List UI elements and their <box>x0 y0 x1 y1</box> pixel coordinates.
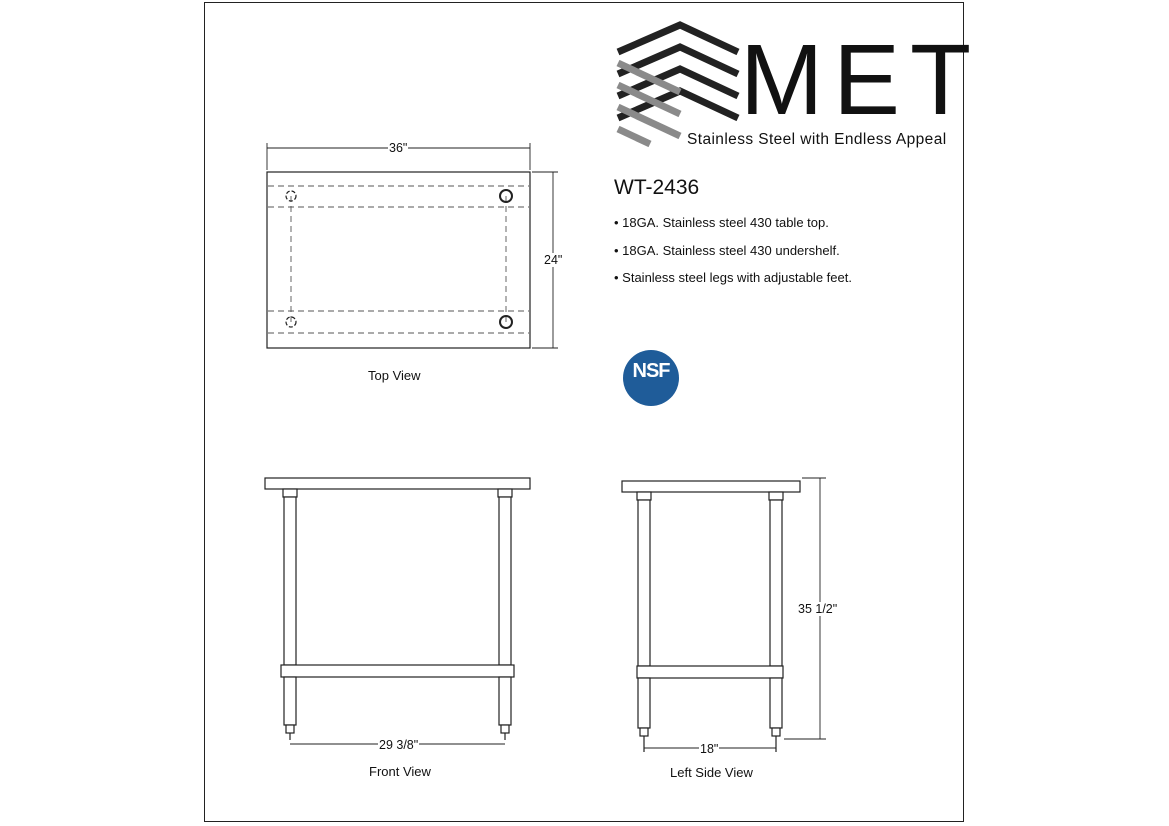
brand-name: MET <box>740 24 982 136</box>
side-view-caption: Left Side View <box>670 765 753 780</box>
top-view-depth-dimension: 24" <box>544 253 563 267</box>
front-view-caption: Front View <box>369 764 431 779</box>
spec-item: • 18GA. Stainless steel 430 table top. <box>614 215 829 230</box>
spec-item: • Stainless steel legs with adjustable feet. <box>614 270 852 285</box>
model-number: WT-2436 <box>614 176 700 199</box>
side-view-width-dimension: 18" <box>700 742 719 756</box>
top-view-caption: Top View <box>368 368 421 383</box>
top-view-width-dimension: 36" <box>389 141 408 155</box>
nsf-badge-label: NSF <box>632 360 670 382</box>
brand-logo-mark <box>618 25 738 144</box>
brand-tagline: Stainless Steel with Endless Appeal <box>687 131 947 148</box>
side-view-height-dimension: 35 1/2" <box>798 602 838 616</box>
side-view-drawing <box>622 478 826 752</box>
spec-item: • 18GA. Stainless steel 430 undershelf. <box>614 243 840 258</box>
front-view-width-dimension: 29 3/8" <box>379 738 419 752</box>
top-view-drawing <box>267 143 558 348</box>
front-view-drawing <box>265 478 530 744</box>
